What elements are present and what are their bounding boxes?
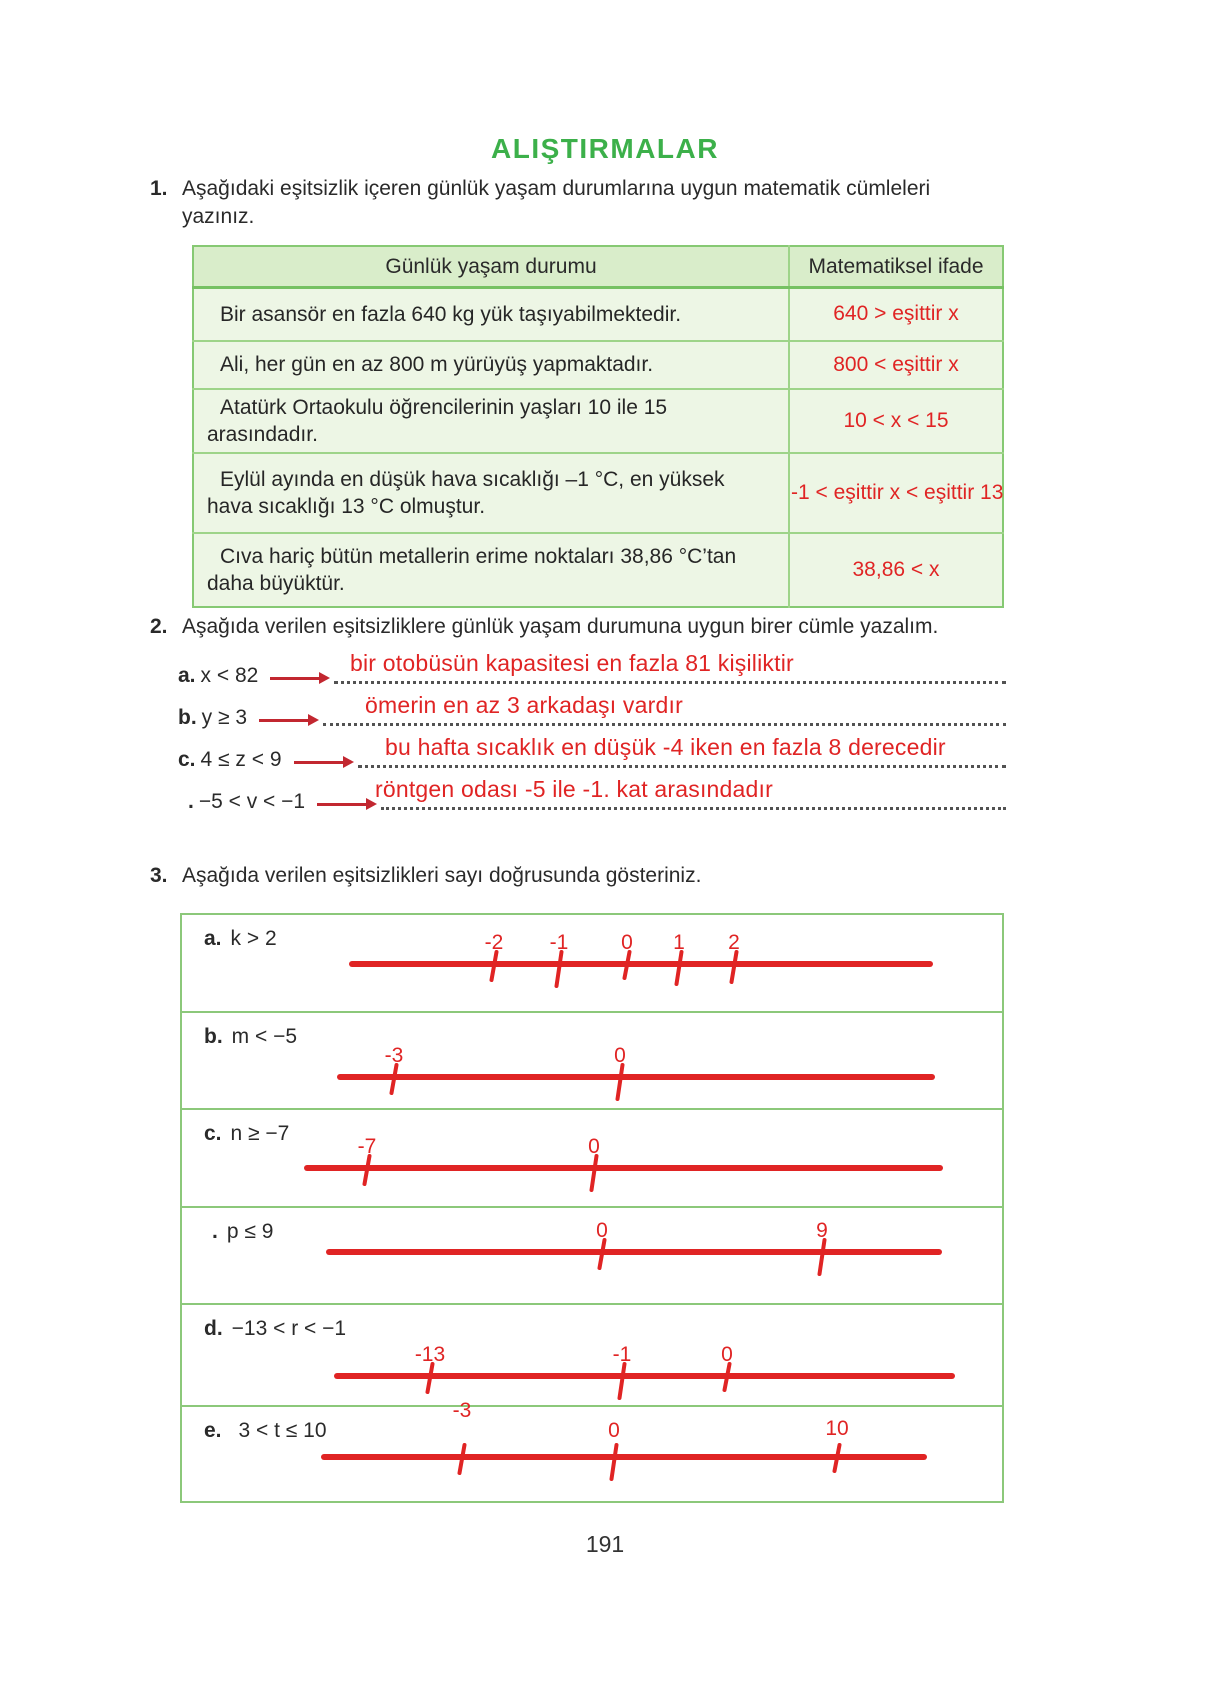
table-row: [193, 288, 1003, 341]
dotted-answer-line: [323, 723, 1006, 726]
question-number: 2.: [150, 615, 168, 638]
item-label: b.: [204, 1025, 223, 1048]
inequality-text: p ≤ 9: [226, 1220, 274, 1243]
situation-cell: Cıva hariç bütün metallerin erime noktaları 38,86 °C’tan daha büyüktür.: [193, 533, 789, 607]
handwritten-answer: ömerin en az 3 arkadaşı vardır: [365, 692, 683, 718]
svg-text:9: 9: [816, 1219, 828, 1242]
table-header-situation: Günlük yaşam durumu: [193, 246, 789, 288]
inequality-text: 4 ≤ z < 9: [200, 748, 282, 771]
numberline-row: [182, 1303, 1002, 1405]
question-number: 3.: [150, 864, 168, 887]
item-label: b.: [178, 706, 197, 729]
svg-text:-3: -3: [452, 1399, 472, 1422]
numberline-row: [182, 1108, 1002, 1206]
inequality-text: y ≥ 3: [201, 706, 248, 729]
handwritten-expression: 640 > eşittir x: [789, 288, 1003, 341]
table-header-row: [193, 246, 1003, 288]
svg-text:1: 1: [673, 931, 685, 954]
table-row: [193, 533, 1003, 607]
numberline-row: [182, 1206, 1002, 1303]
inequality-text: x < 82: [200, 664, 259, 687]
inequality-text: 3 < t ≤ 10: [238, 1419, 327, 1442]
svg-text:-2: -2: [484, 931, 504, 954]
situation-cell: Ali, her gün en az 800 m yürüyüş yapmaktadır.: [193, 341, 789, 389]
page-number: 191: [585, 1531, 625, 1557]
numberline-row: [182, 1011, 1002, 1108]
svg-text:0: 0: [614, 1044, 626, 1067]
inequality-text: n ≥ −7: [230, 1122, 290, 1145]
svg-text:0: 0: [608, 1419, 620, 1442]
fill-in-row: [150, 687, 1006, 729]
handwritten-answer: bu hafta sıcaklık en düşük -4 iken en fazla 8 derecedir: [385, 734, 946, 760]
item-label: a.: [178, 664, 196, 687]
svg-text:-1: -1: [549, 931, 569, 954]
svg-text:10: 10: [825, 1417, 849, 1440]
question-3-section: [150, 862, 1006, 1503]
prompt-text: Aşağıda verilen eşitsizliklere günlük yaşam durumuna uygun birer cümle yazalım.: [182, 615, 939, 638]
inequality-text: −13 < r < −1: [231, 1317, 347, 1340]
question-2-prompt: [150, 613, 1006, 641]
daily-life-table: [192, 245, 1004, 608]
inequality-text: m < −5: [231, 1025, 298, 1048]
dotted-answer-line: [334, 681, 1006, 684]
item-label: .: [188, 790, 194, 813]
svg-text:0: 0: [588, 1135, 600, 1158]
svg-text:-3: -3: [384, 1044, 404, 1067]
number-line-diagram: [182, 1110, 1002, 1206]
question-1-section: [150, 175, 1006, 608]
red-arrow-icon: [317, 803, 367, 806]
item-label: e.: [204, 1419, 222, 1442]
question-3-prompt: [150, 862, 1006, 890]
svg-text:-13: -13: [414, 1343, 446, 1366]
svg-text:-1: -1: [612, 1343, 632, 1366]
table-header-expression: Matematiksel ifade: [789, 246, 1003, 288]
svg-text:-7: -7: [357, 1135, 377, 1158]
handwritten-expression: -1 < eşittir x < eşittir 13: [789, 453, 1003, 533]
svg-text:2: 2: [728, 931, 740, 954]
inequality-text: −5 < v < −1: [198, 790, 306, 813]
item-label: c.: [204, 1122, 222, 1145]
svg-text:0: 0: [621, 931, 633, 954]
inequality-text: k > 2: [230, 927, 277, 950]
handwritten-expression: 38,86 < x: [789, 533, 1003, 607]
numberline-row: [182, 915, 1002, 1011]
svg-text:0: 0: [596, 1219, 608, 1242]
prompt-text: Aşağıda verilen eşitsizlikleri sayı doğrusunda gösteriniz.: [182, 864, 702, 887]
fill-in-rows: [150, 645, 1006, 813]
fill-in-row: [150, 645, 1006, 687]
item-label: a.: [204, 927, 222, 950]
dotted-answer-line: [358, 765, 1006, 768]
dotted-answer-line: [381, 807, 1006, 810]
question-number: 1.: [150, 177, 168, 200]
number-line-diagram: [182, 1013, 1002, 1108]
situation-cell: Bir asansör en fazla 640 kg yük taşıyabilmektedir.: [220, 302, 682, 326]
red-arrow-icon: [270, 677, 320, 680]
fill-in-row: [150, 729, 1006, 771]
page-title: ALIŞTIRMALAR: [491, 133, 719, 164]
item-label: .: [212, 1220, 218, 1243]
handwritten-answer: bir otobüsün kapasitesi en fazla 81 kişiliktir: [350, 650, 794, 676]
situation-cell: Atatürk Ortaokulu öğrencilerinin yaşları 10 ile 15 arasındadır.: [193, 389, 789, 453]
handwritten-expression: 10 < x < 15: [789, 389, 1003, 453]
table-row: [193, 389, 1003, 453]
item-label: d.: [204, 1317, 223, 1340]
handwritten-expression: 800 < eşittir x: [789, 341, 1003, 389]
handwritten-answer: röntgen odası -5 ile -1. kat arasındadır: [375, 776, 773, 802]
table-row: [193, 453, 1003, 533]
item-label: c.: [178, 748, 196, 771]
number-line-diagram: [182, 1208, 1002, 1303]
svg-text:0: 0: [721, 1343, 733, 1366]
numberline-row: [182, 1399, 1002, 1501]
situation-cell: Eylül ayında en düşük hava sıcaklığı –1 °C, en yüksek hava sıcaklığı 13 °C olmuştur.: [193, 453, 789, 533]
fill-in-row: [150, 771, 1006, 813]
table-row: [193, 341, 1003, 389]
question-2-section: [150, 613, 1006, 813]
number-line-diagram: [182, 915, 1002, 1011]
red-arrow-icon: [259, 719, 309, 722]
question-1-prompt: [150, 175, 1006, 231]
prompt-text: Aşağıdaki eşitsizlik içeren günlük yaşam durumlarına uygun matematik cümleleri yazınız.: [182, 177, 931, 228]
number-line-box: [180, 913, 1004, 1503]
red-arrow-icon: [294, 761, 344, 764]
